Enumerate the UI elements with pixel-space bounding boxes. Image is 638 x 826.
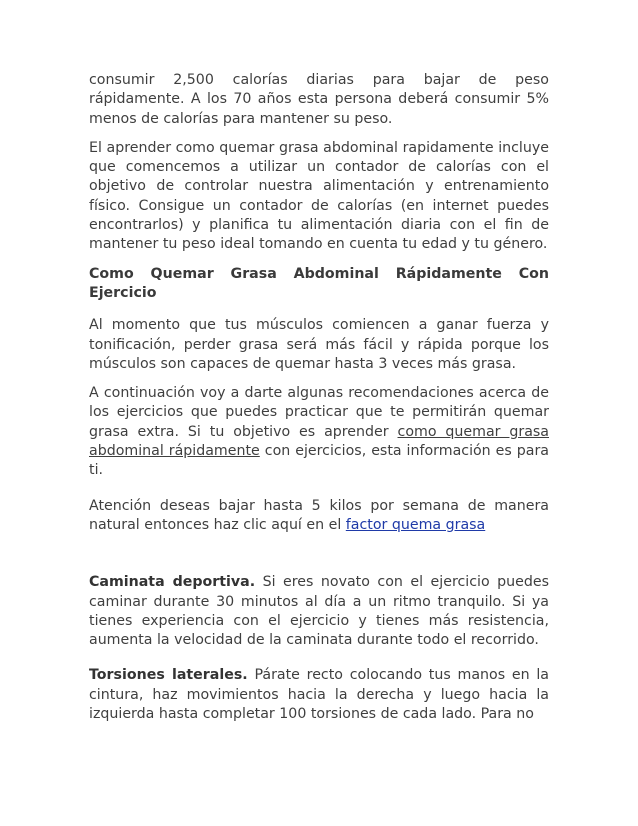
torsiones-title: Torsiones laterales. bbox=[89, 667, 248, 684]
paragraph-torsiones bbox=[89, 666, 549, 724]
caminata-title: Caminata deportiva. bbox=[89, 574, 256, 591]
exercise-intro-tail: con ejercicios, esta información es para ti. bbox=[89, 443, 549, 479]
paragraph-caminata bbox=[89, 573, 549, 650]
paragraph-atencion bbox=[89, 497, 549, 536]
section-heading: Como Quemar Grasa Abdominal Rápidamente Con Ejercicio bbox=[89, 265, 549, 301]
exercise-intro-text: A continuación voy a darte algunas recomendaciones acerca de los ejercicios que puedes practicar que te permitirán quemar grasa extra. Si tu objetivo es aprender bbox=[89, 385, 549, 440]
link-como-quemar-grasa[interactable]: como quemar grasa abdominal rápidamente bbox=[89, 423, 549, 460]
torsiones-text: Párate recto colocando tus manos en la cintura, haz movimientos hacia la derecha y luego hacia la izquierda hasta completar 100 torsiones de cada lado. Para no bbox=[89, 667, 549, 723]
paragraph-calories-by-age: consumir 2,500 calorías diarias para bajar de peso rápidamente. A los 70 años esta persona deberá consumir 5% menos de calorías para mantener su peso. bbox=[89, 72, 549, 127]
caminata-text: Si eres novato con el ejercicio puedes caminar durante 30 minutos al día a un ritmo tranquilo. Si ya tienes experiencia con el ejercicio y tienes más resistencia, aumenta la velocidad de la caminata durante todo el recorrido. bbox=[89, 574, 549, 649]
paragraph-exercise-intro bbox=[89, 384, 549, 480]
paragraph-muscle-fat: Al momento que tus músculos comiencen a ganar fuerza y tonificación, perder grasa será más fácil y rápida porque los músculos son capaces de quemar hasta 3 veces más grasa. bbox=[89, 317, 549, 372]
paragraph-calorie-counter: El aprender como quemar grasa abdominal rapidamente incluye que comencemos a utilizar un contador de calorías con el objetivo de controlar nuestra alimentación y entrenamiento físico. Consigue un contador de calorías (en internet puedes encontrarlos) y planifica tu alimentación diaria con el fin de mantener tu peso ideal tomando en cuenta tu edad y tu género. bbox=[89, 139, 549, 253]
link-factor-quema-grasa[interactable]: factor quema grasa bbox=[345, 516, 486, 533]
atencion-text: Atención deseas bajar hasta 5 kilos por semana de manera natural entonces haz clic aquí en el bbox=[89, 497, 549, 533]
document-page bbox=[89, 71, 549, 734]
